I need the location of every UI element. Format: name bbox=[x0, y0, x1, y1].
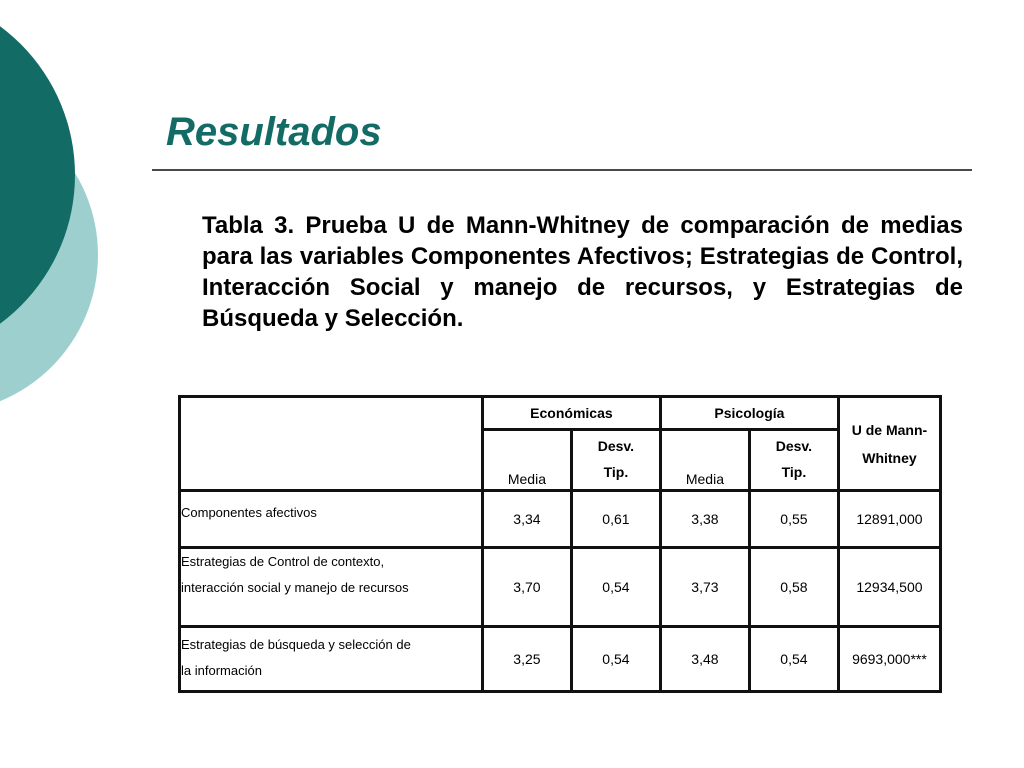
u-header-line2: Whitney bbox=[862, 449, 917, 466]
desv-line2: Tip. bbox=[781, 464, 807, 480]
cell-desv-economicas: 0,54 bbox=[571, 548, 660, 627]
cell-desv-psicologia: 0,55 bbox=[749, 491, 838, 548]
cell-media-economicas: 3,34 bbox=[482, 491, 571, 548]
cell-desv-economicas: 0,61 bbox=[571, 491, 660, 548]
cell-media-psicologia: 3,38 bbox=[660, 491, 749, 548]
header-u-mann-whitney bbox=[838, 397, 940, 491]
slide-title: Resultados bbox=[166, 110, 382, 154]
row-label bbox=[180, 548, 483, 627]
table-row bbox=[180, 627, 941, 692]
table-row bbox=[180, 548, 941, 627]
row-label-line: Componentes afectivos bbox=[181, 505, 317, 520]
table-row bbox=[180, 491, 941, 548]
cell-u-value: 12934,500 bbox=[838, 548, 940, 627]
desv-line1: Desv. bbox=[597, 438, 635, 454]
header-media-psicologia: Media bbox=[660, 430, 749, 491]
cell-media-economicas: 3,70 bbox=[482, 548, 571, 627]
decorative-circles bbox=[0, 0, 110, 420]
cell-desv-psicologia: 0,54 bbox=[749, 627, 838, 692]
header-desv-economicas bbox=[571, 430, 660, 491]
row-label-line: interacción social y manejo de recursos bbox=[181, 580, 409, 595]
desv-line1: Desv. bbox=[775, 438, 813, 454]
header-psicologia: Psicología bbox=[660, 397, 838, 430]
row-label-line: la información bbox=[181, 663, 262, 678]
cell-media-psicologia: 3,73 bbox=[660, 548, 749, 627]
row-label bbox=[180, 627, 483, 692]
table-caption: Tabla 3. Prueba U de Mann-Whitney de comparación de medias para las variables Componentes Afectivos; Estrategias de Control, Interacción Social y manejo de recursos, y Estrategias de Búsqueda y Selección. bbox=[202, 212, 963, 332]
header-media-economicas: Media bbox=[482, 430, 571, 491]
cell-desv-psicologia: 0,58 bbox=[749, 548, 838, 627]
cell-u-value: 12891,000 bbox=[838, 491, 940, 548]
cell-u-value: 9693,000*** bbox=[838, 627, 940, 692]
row-label-header bbox=[180, 397, 483, 491]
header-row-groups bbox=[180, 397, 941, 430]
header-desv-psicologia bbox=[749, 430, 838, 491]
cell-media-psicologia: 3,48 bbox=[660, 627, 749, 692]
row-label-line: Estrategias de búsqueda y selección de bbox=[181, 637, 411, 652]
u-header-line1: U de Mann- bbox=[851, 421, 928, 438]
results-table bbox=[178, 395, 942, 693]
desv-line2: Tip. bbox=[603, 464, 629, 480]
header-economicas: Económicas bbox=[482, 397, 660, 430]
row-label-line: Estrategias de Control de contexto, bbox=[181, 554, 385, 569]
row-label bbox=[180, 491, 483, 548]
cell-desv-economicas: 0,54 bbox=[571, 627, 660, 692]
title-divider bbox=[152, 169, 972, 171]
cell-media-economicas: 3,25 bbox=[482, 627, 571, 692]
